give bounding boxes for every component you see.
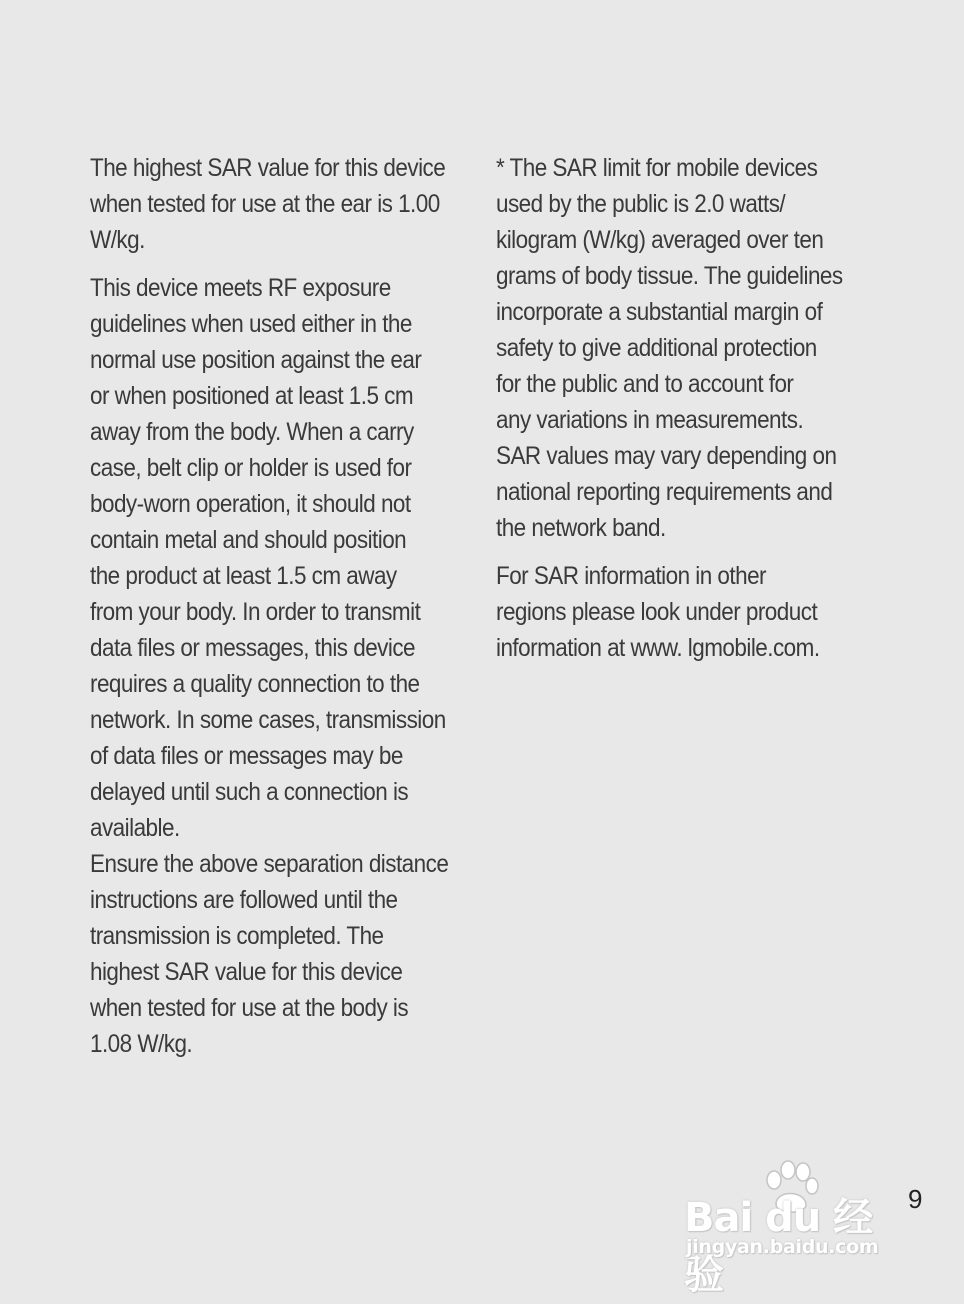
right-column [496, 150, 867, 678]
baidu-jingyan-watermark [684, 1160, 909, 1298]
watermark-brand: Bai du 经验 [684, 1195, 873, 1298]
paragraph-sar-info: For SAR information in other regions please look under product information at www. lgmobile.com. [496, 562, 820, 662]
paragraph-rf-exposure: This device meets RF exposure guidelines when used either in the normal use position against the ear or when positioned at least 1.5 cm away from the body. When a carry case, belt clip or holder is used for body-worn operation, it should not contain metal and should position the product at least 1.5 cm away from your body. In order to transmit data files or messages, this device requires a quality connection to the network. In some cases, transmission of data files or messages may be delayed until such a connection is available. [90, 274, 446, 842]
watermark-url: jingyan.baidu.com [686, 1236, 879, 1258]
left-column [90, 150, 461, 1074]
page-number: 9 [908, 1184, 923, 1214]
paragraph-sar-limit: * The SAR limit for mobile devices used by the public is 2.0 watts/ kilogram (W/kg) averaged over ten grams of body tissue. The guidelines incorporate a substantial margin of safety to give additional protection for the public and to account for any variations in measurements. SAR values may vary depending on national reporting requirements and the network band. [496, 154, 843, 542]
paragraph-ear-sar: The highest SAR value for this device when tested for use at the ear is 1.00 W/kg. [90, 154, 446, 254]
paragraph-body-sar: Ensure the above separation distance instructions are followed until the transmission is completed. The highest SAR value for this device when tested for use at the body is 1.08 W/kg. [90, 850, 449, 1058]
